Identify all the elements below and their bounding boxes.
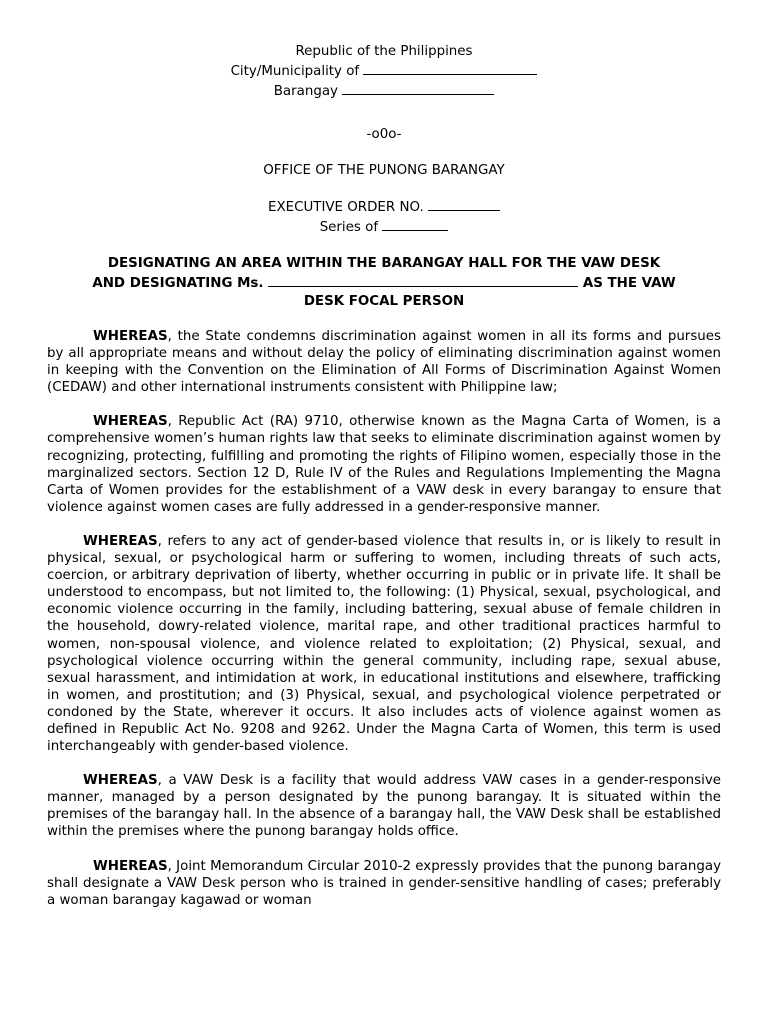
focal-person-name-blank <box>268 273 578 287</box>
executive-order-block <box>47 197 721 237</box>
eo-label: EXECUTIVE ORDER NO. <box>268 200 424 215</box>
eo-line <box>47 197 721 217</box>
whereas-clauses <box>47 328 721 909</box>
whereas-text: , Joint Memorandum Circular 2010-2 expressly provides that the punong barangay shall designate a VAW Desk person who is trained in gender-sensitive handling of cases; preferably a woman barangay kagawad or woman <box>47 858 721 908</box>
whereas-text: , a VAW Desk is a facility that would address VAW cases in a gender-responsive manner, managed by a person designated by the punong barangay. It is situated within the premises of the barangay hall. In the absence of a barangay hall, the VAW Desk shall be established within the premises where the punong barangay holds office. <box>47 773 721 840</box>
barangay-label: Barangay <box>273 84 338 99</box>
barangay-line <box>47 81 721 101</box>
whereas-lead: WHEREAS <box>83 533 158 549</box>
whereas-paragraph-4 <box>47 772 721 840</box>
eo-number-blank <box>428 197 500 211</box>
whereas-text: , refers to any act of gender-based violence that results in, or is likely to result in physical, sexual, or psychological harm or suffering to women, including threats of such acts, coercion, or arbitrary deprivation of liberty, whether occurring in public or in private life. It shall be understood to encompass, but not limited to, the following: (1) Physical, sexual, psychological, and economic violence occurring in the family, including battering, sexual abuse of female children in the household, dowry-related violence, marital rape, and other traditional practices harmful to women, non-spousal violence, and violence related to exploitation; (2) Physical, sexual, and psychological violence occurring within the general community, including rape, sexual abuse, sexual harassment, and intimidation at work, in educational institutions and elsewhere, trafficking in women, and prostitution; and (3) Physical, sexual, and psychological violence perpetrated or condoned by the State, wherever it occurs. It also includes acts of violence against women as defined in Republic Act No. 9208 and 9262. Under the Magna Carta of Women, this term is used interchangeably with gender-based violence. <box>47 533 721 755</box>
whereas-paragraph-2 <box>47 413 721 516</box>
city-blank <box>363 61 537 75</box>
title-line-2-end: AS THE VAW <box>582 276 676 291</box>
document-header <box>47 0 721 101</box>
series-label: Series of <box>319 220 379 235</box>
republic-line: Republic of the Philippines <box>295 44 473 59</box>
whereas-lead: WHEREAS <box>93 858 168 874</box>
whereas-lead: WHEREAS <box>83 773 158 789</box>
whereas-paragraph-1 <box>47 328 721 396</box>
separator: -o0o- <box>366 127 402 142</box>
city-line <box>47 61 721 81</box>
title-line-2-start: AND DESIGNATING Ms. <box>92 276 264 291</box>
title-line-1: DESIGNATING AN AREA WITHIN THE BARANGAY HALL FOR THE VAW DESK <box>107 256 661 271</box>
title-line-2 <box>47 273 721 293</box>
series-line <box>47 217 721 237</box>
whereas-paragraph-5 <box>47 858 721 909</box>
series-blank <box>382 217 448 231</box>
city-label: City/Municipality of <box>230 64 360 79</box>
whereas-paragraph-3 <box>47 533 721 755</box>
whereas-lead: WHEREAS <box>93 329 168 344</box>
barangay-blank <box>342 81 494 95</box>
whereas-text: , the State condemns discrimination against women in all its forms and pursues by all appropriate means and without delay the policy of eliminating discrimination against women in keeping with the Convention on the Elimination of All Forms of Discrimination Against Women (CEDAW) and other international instruments consistent with Philippine law; <box>47 329 721 396</box>
whereas-text: , Republic Act (RA) 9710, otherwise known as the Magna Carta of Women, is a comprehensive women’s human rights law that seeks to eliminate discrimination against women by recognizing, protecting, fulfilling and promoting the rights of Filipino women, especially those in the marginalized sectors. Section 12 D, Rule IV of the Rules and Regulations Implementing the Magna Carta of Women provides for the establishment of a VAW desk in every barangay to ensure that violence against women cases are fully addressed in a gender-responsive manner. <box>47 414 721 515</box>
order-title <box>47 255 721 311</box>
whereas-lead: WHEREAS <box>93 414 168 430</box>
office-title: OFFICE OF THE PUNONG BARANGAY <box>263 163 505 178</box>
title-line-3: DESK FOCAL PERSON <box>303 294 465 309</box>
